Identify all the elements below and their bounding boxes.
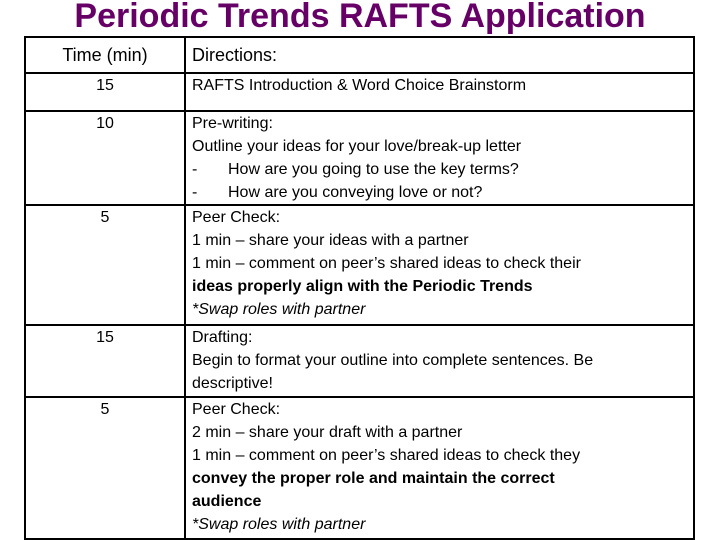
direction-line-bold: convey the proper role and maintain the correct: [192, 470, 555, 487]
direction-line: 1 min – comment on peer’s shared ideas to check they: [192, 447, 581, 464]
header-time: Time (min): [25, 37, 185, 73]
direction-line-italic: *Swap roles with partner: [192, 516, 366, 533]
direction-line-bold: ideas properly align with the Periodic Trends: [192, 278, 533, 295]
direction-line: Outline your ideas for your love/break-up letter: [192, 138, 522, 155]
table-row: [25, 205, 694, 325]
bullet-text: How are you going to use the key terms?: [228, 161, 519, 178]
time-cell: 15: [25, 73, 185, 111]
direction-line: descriptive!: [192, 375, 273, 392]
direction-line-bold: audience: [192, 493, 262, 510]
time-cell: 10: [25, 111, 185, 205]
time-cell: 5: [25, 205, 185, 325]
time-cell: 15: [25, 325, 185, 397]
table-row: [25, 73, 694, 111]
directions-cell: [185, 111, 694, 205]
table-row: [25, 397, 694, 539]
bullet-item: [192, 158, 687, 181]
bullet-dash: -: [192, 184, 198, 201]
directions-cell: [185, 73, 694, 111]
table-row: [25, 111, 694, 205]
direction-line: 1 min – comment on peer’s shared ideas to check their: [192, 255, 581, 272]
direction-line: Drafting:: [192, 329, 253, 346]
direction-line: RAFTS Introduction & Word Choice Brainstorm: [192, 77, 527, 94]
table-header-row: [25, 37, 694, 73]
direction-line-italic: *Swap roles with partner: [192, 301, 366, 318]
header-directions: Directions:: [185, 37, 694, 73]
direction-line: Peer Check:: [192, 209, 281, 226]
direction-line: Peer Check:: [192, 401, 281, 418]
directions-cell: [185, 325, 694, 397]
table-row: [25, 325, 694, 397]
time-cell: 5: [25, 397, 185, 539]
direction-line: Begin to format your outline into complete sentences. Be: [192, 352, 594, 369]
directions-cell: [185, 205, 694, 325]
page-title: Periodic Trends RAFTS Application: [74, 0, 646, 35]
directions-cell: [185, 397, 694, 539]
direction-line: Pre-writing:: [192, 115, 273, 132]
bullet-text: How are you conveying love or not?: [228, 184, 483, 201]
direction-line: 2 min – share your draft with a partner: [192, 424, 463, 441]
bullet-dash: -: [192, 161, 198, 178]
schedule-table: [24, 36, 695, 540]
direction-line: 1 min – share your ideas with a partner: [192, 232, 469, 249]
bullet-item: [192, 181, 687, 204]
